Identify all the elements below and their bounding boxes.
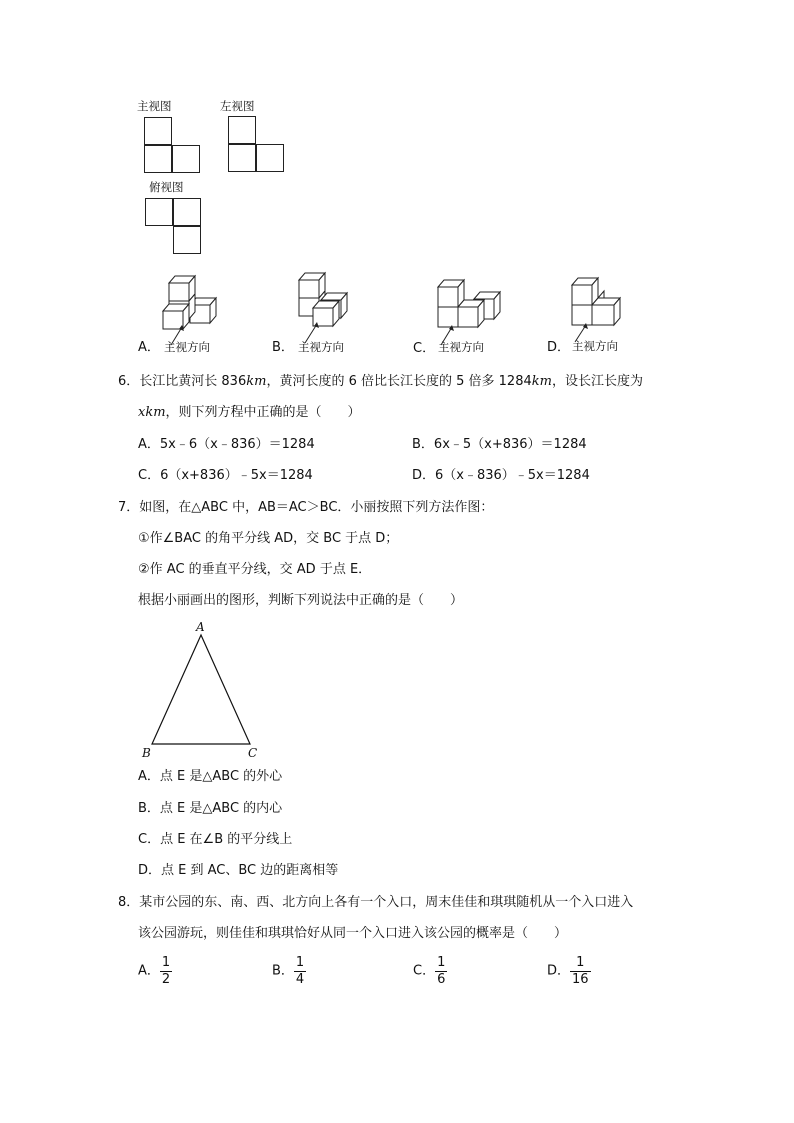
q6-option-c[interactable]: C．6（x+836）﹣5x＝1284	[138, 468, 313, 483]
q6-line2: xkm，则下列方程中正确的是（ ）	[138, 405, 361, 420]
q8-line1: 8．某市公园的东、南、西、北方向上各有一个入口，周末佳佳和琪琪随机从一个入口进入	[118, 895, 634, 910]
q7-option-c[interactable]: C．点 E 在∠B 的平分线上	[138, 832, 293, 847]
q8-option-b[interactable]: B． $\frac{1}{4}$	[272, 955, 305, 987]
q6-line1: 6．长江比黄河长 836km，黄河长度的 6 倍比长江长度的 5 倍多 1284km，设长江长度为	[118, 374, 643, 389]
option-a-direction-label: 主视方向	[164, 340, 210, 354]
vertex-c-label: C	[248, 746, 258, 760]
option-c-letter: C．	[413, 341, 436, 356]
option-a-letter: A．	[138, 340, 160, 355]
option-c-cubes	[436, 273, 516, 343]
fraction: $\frac{1}{2}$	[161, 955, 171, 987]
q7-step1: ①作∠BAC 的角平分线 AD，交 BC 于点 D；	[138, 531, 399, 546]
q6-option-d[interactable]: D．6（x﹣836）﹣5x＝1284	[412, 468, 590, 483]
q7-step2: ②作 AC 的垂直平分线，交 AD 于点 E．	[138, 562, 372, 577]
option-d-direction-label: 主视方向	[572, 339, 618, 353]
option-d-cubes	[570, 272, 650, 342]
q8-line2: 该公园游玩，则佳佳和琪琪恰好从同一个入口进入该公园的概率是（ ）	[138, 926, 568, 941]
q7-stem: 7．如图，在△ABC 中，AB＝AC＞BC．小丽按照下列方法作图：	[118, 500, 494, 515]
fraction: $\frac{1}{6}$	[437, 955, 446, 987]
triangle-abc-figure	[140, 618, 280, 758]
q7-question: 根据小丽画出的图形，判断下列说法中正确的是（ ）	[138, 593, 464, 608]
q8-option-c[interactable]: C． $\frac{1}{6}$	[413, 955, 446, 987]
vertex-a-label: A	[196, 620, 205, 634]
top-view-label: 俯视图	[149, 180, 184, 194]
vertex-b-label: B	[142, 746, 151, 760]
option-a-cubes	[160, 270, 240, 340]
q8-option-d[interactable]: D． $\frac{1}{16}$	[547, 955, 589, 987]
q7-option-d[interactable]: D．点 E 到 AC、BC 边的距离相等	[138, 863, 339, 878]
option-c-direction-label: 主视方向	[438, 340, 484, 354]
q7-option-a[interactable]: A．点 E 是△ABC 的外心	[138, 769, 283, 784]
left-view-label: 左视图	[220, 99, 255, 113]
q8-option-a[interactable]: A． $\frac{1}{2}$	[138, 955, 171, 987]
q6-option-b[interactable]: B．6x﹣5（x+836）＝1284	[412, 437, 587, 452]
q7-option-b[interactable]: B．点 E 是△ABC 的内心	[138, 801, 283, 816]
option-d-letter: D．	[547, 340, 571, 355]
fraction: $\frac{1}{4}$	[295, 955, 305, 987]
front-view-label: 主视图	[137, 99, 172, 113]
option-b-cubes	[295, 270, 375, 340]
fraction: $\frac{1}{16}$	[572, 955, 589, 987]
option-b-direction-label: 主视方向	[298, 340, 344, 354]
option-b-letter: B．	[272, 340, 294, 355]
q6-option-a[interactable]: A．5x﹣6（x﹣836）＝1284	[138, 437, 315, 452]
